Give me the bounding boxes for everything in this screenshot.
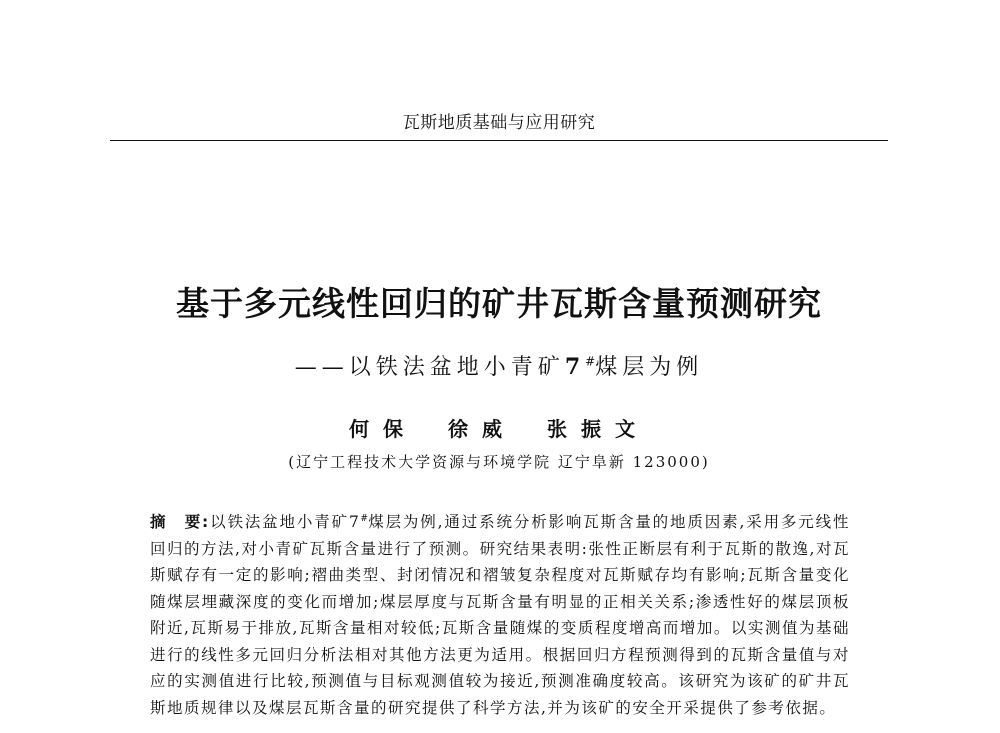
subtitle-suffix: 煤层为例 [595, 355, 704, 380]
paper-subtitle [110, 350, 888, 381]
running-head: 瓦斯地质基础与应用研究 [402, 113, 596, 133]
abstract [150, 506, 850, 721]
authors: 何保 徐威 张振文 [349, 417, 649, 441]
subtitle-seam-number: 7 [564, 354, 586, 380]
abstract-label: 摘 要: [150, 513, 210, 532]
subtitle-prefix: ——以铁法盆地小青矿 [294, 355, 565, 380]
abstract-text-part2: 煤层为例,通过系统分析影响瓦斯含量的地质因素,采用多元线性回归的方法,对小青矿瓦斯含量进行了预测。研究结果表明:张性正断层有利于瓦斯的散逸,对瓦斯赋存有一定的影响;褶曲类型、封闭情况和褶皱复杂程度对瓦斯赋存均有影响;瓦斯含量变化随煤层埋藏深度的变化而增加;煤层厚度与瓦斯含量有明显的正相关关系;渗透性好的煤层顶板附近,瓦斯易于排放,瓦斯含量相对较低;瓦斯含量随煤的变质程度增高而增加。以实测值为基础进行的线性多元回归分析法相对其他方法更为适用。根据回归方程预测得到的瓦斯含量值与对应的实测值进行比较,预测值与目标观测值较为接近,预测准确度较高。该研究为该矿的矿井瓦斯地质规律以及煤层瓦斯含量的研究提供了科学方法,并为该矿的安全开采提供了参考依据。 [150, 513, 850, 717]
affiliation: (辽宁工程技术大学资源与环境学院 辽宁阜新 123000) [288, 453, 710, 471]
paper-title: 基于多元线性回归的矿井瓦斯含量预测研究 [176, 284, 822, 323]
abstract-text-part1: 以铁法盆地小青矿7 [209, 513, 361, 532]
abstract-seam-sup: # [360, 514, 368, 524]
header-rule [110, 140, 888, 141]
subtitle-seam-sup: # [585, 354, 596, 369]
